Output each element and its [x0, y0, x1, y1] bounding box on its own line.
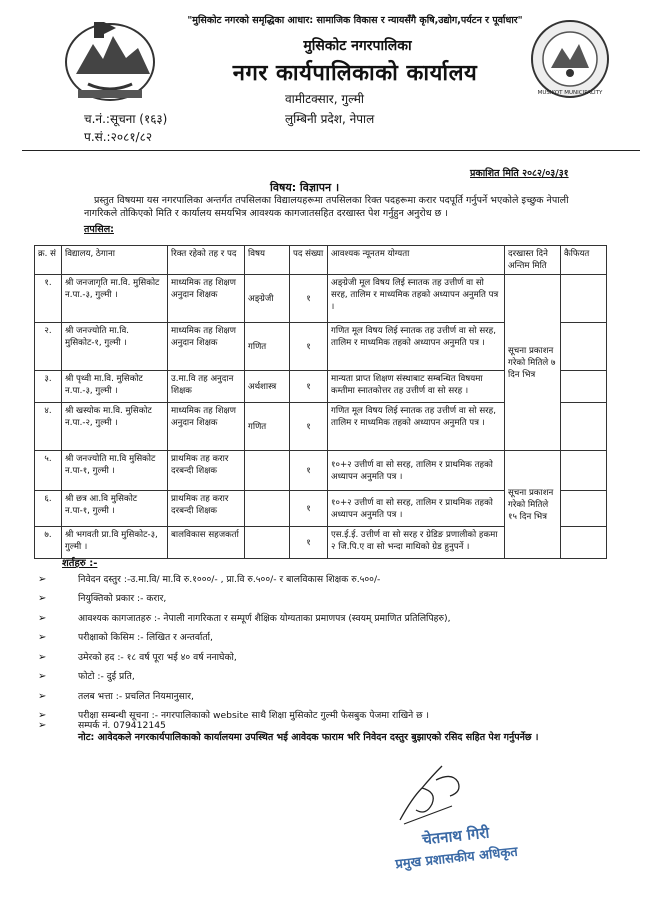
remarks-cell	[561, 275, 607, 323]
condition-text: नियुक्तिको प्रकार :- करार,	[78, 593, 167, 604]
serial-cell: १.	[35, 275, 62, 323]
condition-item	[38, 718, 166, 731]
count-cell: १	[290, 451, 328, 491]
header-cell: कैफियत	[561, 246, 607, 275]
post-cell: प्राथमिक तह करार दरबन्दी शिक्षक	[168, 451, 245, 491]
post-cell: प्राथमिक तह करार दरबन्दी शिक्षक	[168, 491, 245, 527]
school-cell: श्री जनज्योति मा.वि मुसिकोट न.पा-१, गुल्मी ।	[62, 451, 168, 491]
deadline-cell: सूचना प्रकाशन गरेको मितिले ७ दिन भित्र	[505, 275, 561, 451]
condition-item	[38, 611, 451, 624]
condition-item	[38, 630, 213, 643]
count-cell: १	[290, 527, 328, 559]
table-row	[35, 275, 607, 323]
qualification-cell: अङ्ग्रेजी मूल विषय लिई स्नातक तह उत्तीर्ण वा सो सरह, तालिम र माध्यमिक तहको अध्यापन अनुमति पत्र ।	[328, 275, 505, 323]
qualification-cell: १०+२ उत्तीर्ण वा सो सरह, तालिम र प्राथमिक तहको अध्यापन अनुमति पत्र ।	[328, 491, 505, 527]
signature-icon	[392, 758, 482, 828]
school-cell: श्री जनजागृति मा.वि. मुसिकोट न.पा.-३, गुल्मी ।	[62, 275, 168, 323]
condition-text: फोटो :- दुई प्रति,	[78, 671, 135, 682]
vacancy-table	[34, 245, 607, 559]
condition-text: निवेदन दस्तुर :-उ.मा.वि/ मा.वि रु.१०००/- , प्रा.वि रु.५००/- र बालविकास शिक्षक रु.५००/-	[78, 574, 381, 585]
subject-cell: अर्थशास्त्र	[245, 371, 290, 403]
count-cell: १	[290, 275, 328, 323]
qualification-cell: एस.ई.ई. उत्तीर्ण वा सो सरह र ग्रेडिङ प्रणालीको हकमा २ जि.पि.ए वा सो भन्दा माथिको ग्रेड हुनुपर्ने ।	[328, 527, 505, 559]
serial-cell: ५.	[35, 451, 62, 491]
post-cell: माध्यमिक तह शिक्षण अनुदान शिक्षक	[168, 275, 245, 323]
arrow-bullet-icon: ➢	[38, 613, 47, 624]
remarks-cell	[561, 451, 607, 491]
post-cell: माध्यमिक तह शिक्षण अनुदान शिक्षक	[168, 323, 245, 371]
details-label: तपसिल:	[84, 224, 114, 235]
address-line-2: लुम्बिनी प्रदेश, नेपाल	[285, 112, 375, 126]
header-cell: रिक्त रहेको तह र पद	[168, 246, 245, 275]
serial-cell: ४.	[35, 403, 62, 451]
table-header-row	[35, 246, 607, 275]
school-cell: श्री खस्योक मा.वि. मुसिकोट न.पा.-२, गुल्मी ।	[62, 403, 168, 451]
condition-text: परीक्षाको किसिम :- लिखित र अन्तर्वार्ता,	[78, 632, 213, 643]
published-date: प्रकाशित मिति २०८२/०३/३१	[470, 168, 569, 179]
arrow-bullet-icon: ➢	[38, 691, 47, 702]
fiscal-year: प.सं.:२०८१/८२	[84, 130, 153, 144]
qualification-cell: गणित मूल विषय लिई स्नातक तह उत्तीर्ण वा सो सरह, तालिम र माध्यमिक तहको अध्यापन अनुमति पत्र ।	[328, 403, 505, 451]
table-row	[35, 451, 607, 491]
address-line-1: वामीटक्सार, गुल्मी	[285, 92, 365, 106]
municipality-seal-icon	[529, 18, 611, 100]
post-cell: बालविकास सहजकर्ता	[168, 527, 245, 559]
arrow-bullet-icon: ➢	[38, 632, 47, 643]
condition-text: परीक्षा सम्बन्धी सूचना :- नगरपालिकाको website साथै शिक्षा मुसिकोट गुल्मी फेसबुक पेजमा राखिने छ ।	[78, 710, 429, 721]
subject-cell: गणित	[245, 323, 290, 371]
arrow-bullet-icon: ➢	[38, 720, 47, 731]
subject-cell: अङ्ग्रेजी	[245, 275, 290, 323]
header-cell: विद्यालय, ठेगाना	[62, 246, 168, 275]
condition-item	[38, 591, 166, 604]
qualification-cell: गणित मूल विषय लिई स्नातक तह उत्तीर्ण वा सो सरह, तालिम र माध्यमिक तहको अध्यापन अनुमति पत्र ।	[328, 323, 505, 371]
school-cell: श्री जनज्योति मा.वि. मुसिकोट-१, गुल्मी ।	[62, 323, 168, 371]
serial-cell: ७.	[35, 527, 62, 559]
conditions-title: शर्तहरु :-	[62, 558, 98, 569]
count-cell: १	[290, 371, 328, 403]
header-divider	[22, 150, 640, 151]
count-cell: १	[290, 491, 328, 527]
subject-cell	[245, 527, 290, 559]
serial-cell: ६.	[35, 491, 62, 527]
school-cell: श्री भगवती प्रा.वि मुसिकोट-३, गुल्मी ।	[62, 527, 168, 559]
dispatch-number: च.नं.:सूचना (१६३)	[84, 112, 168, 126]
remarks-cell	[561, 371, 607, 403]
remarks-cell	[561, 491, 607, 527]
serial-cell: २.	[35, 323, 62, 371]
post-cell: उ.मा.वि तह अनुदान शिक्षक	[168, 371, 245, 403]
header-cell: क्र. सं	[35, 246, 62, 275]
qualification-cell: १०+२ उत्तीर्ण वा सो सरह, तालिम र प्राथमिक तहको अध्यापन अनुमति पत्र ।	[328, 451, 505, 491]
notice-note: नोट: आवेदकले नगरकार्यपालिकाको कार्यालयमा उपस्थित भई आवेदक फाराम भरि निवेदन दस्तुर बुझाएको रसिद सहित पेश गर्नुपर्नेछ ।	[78, 732, 539, 743]
arrow-bullet-icon: ➢	[38, 574, 47, 585]
condition-item	[38, 669, 135, 682]
signatory-title: प्रमुख प्रशासकीय अधिकृत	[394, 844, 519, 873]
condition-text: उमेरको हद :- १८ वर्ष पूरा भई ४० वर्ष ननाघेको,	[78, 652, 237, 663]
header-cell: पद संख्या	[290, 246, 328, 275]
subject-cell: गणित	[245, 403, 290, 451]
municipality-name: मुसिकोट नगरपालिका	[303, 38, 412, 54]
notice-intro: प्रस्तुत विषयमा यस नगरपालिका अन्तर्गत तपसिलका विद्यालयहरूमा तपसिलका रिक्त पदहरूमा करार पदपूर्ति गर्नुपर्ने भएकोले इच्छुक नेपाली नागरिकले तोकिएको मिति र कार्यालय समयभित्र आवश्यक कागजातसहित दरखास्त पेश गर्नुहुन अनुरोध छ ।	[84, 195, 569, 219]
arrow-bullet-icon: ➢	[38, 593, 47, 604]
condition-text: तलब भत्ता :- प्रचलित नियमानुसार,	[78, 691, 194, 702]
qualification-cell: मान्यता प्राप्त शिक्षण संस्थाबाट सम्बन्धित विषयमा कम्तीमा स्नातकोत्तर तह उत्तीर्ण वा सो सरह ।	[328, 371, 505, 403]
header-cell: आवश्यक न्यूनतम योग्यता	[328, 246, 505, 275]
school-cell: श्री पृथ्वी मा.वि. मुसिकोट न.पा.-३, गुल्मी ।	[62, 371, 168, 403]
remarks-cell	[561, 403, 607, 451]
notice-subject: विषय: विज्ञापन ।	[270, 181, 340, 194]
office-title: नगर कार्यपालिकाको कार्यालय	[232, 61, 478, 86]
remarks-cell	[561, 323, 607, 371]
count-cell: १	[290, 403, 328, 451]
arrow-bullet-icon: ➢	[38, 652, 47, 663]
arrow-bullet-icon: ➢	[38, 671, 47, 682]
signatory-name: चेतनाथ गिरी	[421, 823, 491, 849]
post-cell: माध्यमिक तह शिक्षण अनुदान शिक्षक	[168, 403, 245, 451]
header-cell: दरखास्त दिने अन्तिम मिति	[505, 246, 561, 275]
seal-text: MUSIKOT MUNICIPALITY	[537, 90, 603, 96]
condition-text: आवश्यक कागजातहरु :- नेपाली नागरिकता र सम्पूर्ण शैक्षिक योग्यताका प्रमाणपत्र (स्वयम् प्रमाणित प्रतिलिपिहरु),	[78, 613, 451, 624]
condition-item	[38, 689, 194, 702]
nepal-emblem-icon	[58, 14, 163, 106]
school-cell: श्री छत्र आ.वि मुसिकोट न.पा-१, गुल्मी ।	[62, 491, 168, 527]
deadline-cell: सूचना प्रकाशन गरेको मितिले १५ दिन भित्र	[505, 451, 561, 559]
header-cell: विषय	[245, 246, 290, 275]
subject-cell	[245, 451, 290, 491]
municipality-motto: "मुसिकोट नगरको समृद्धिका आधार: सामाजिक विकास र न्यायसँगै कृषि,उद्योग,पर्यटन र पूर्वाधार"	[187, 15, 523, 26]
condition-item	[38, 650, 237, 663]
subject-cell	[245, 491, 290, 527]
count-cell: १	[290, 323, 328, 371]
serial-cell: ३.	[35, 371, 62, 403]
arrow-bullet-icon: ➢	[38, 710, 47, 721]
condition-item	[38, 572, 380, 585]
condition-text: सम्पर्क नं. 079412145	[78, 720, 166, 731]
remarks-cell	[561, 527, 607, 559]
